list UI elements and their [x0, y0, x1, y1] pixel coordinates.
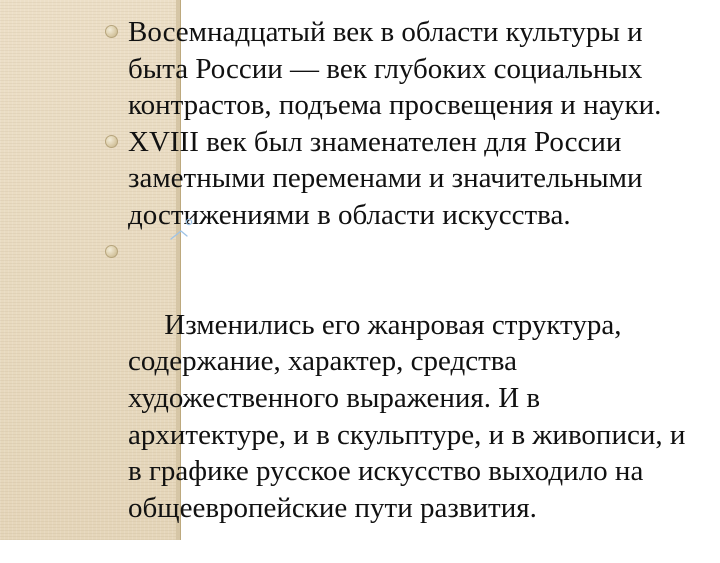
bullet-text: Восемнадцатый век в области культуры и быта России — век глубоких социальных контрастов, подъема просвещения и науки.	[128, 16, 662, 122]
bullet-item	[102, 14, 702, 124]
bullet-dot-icon	[105, 25, 118, 38]
cursor-crosshair-icon	[167, 218, 197, 242]
bullet-text: Изменились его жанровая структура, содержание, характер, средства художественного выражения. И в архитектуре, и в скульптуре, и в живописи, и в графике русское искусство выходило на общеевропейские пути развития.	[128, 308, 693, 524]
bullet-item	[102, 234, 702, 563]
bullet-dot-icon	[105, 135, 118, 148]
slide-content	[102, 14, 702, 563]
bullet-dot-icon	[105, 245, 118, 258]
bullet-text: XVIII век был знаменателен для России заметными переменами и значительными достижениями в области искусства.	[128, 125, 643, 231]
